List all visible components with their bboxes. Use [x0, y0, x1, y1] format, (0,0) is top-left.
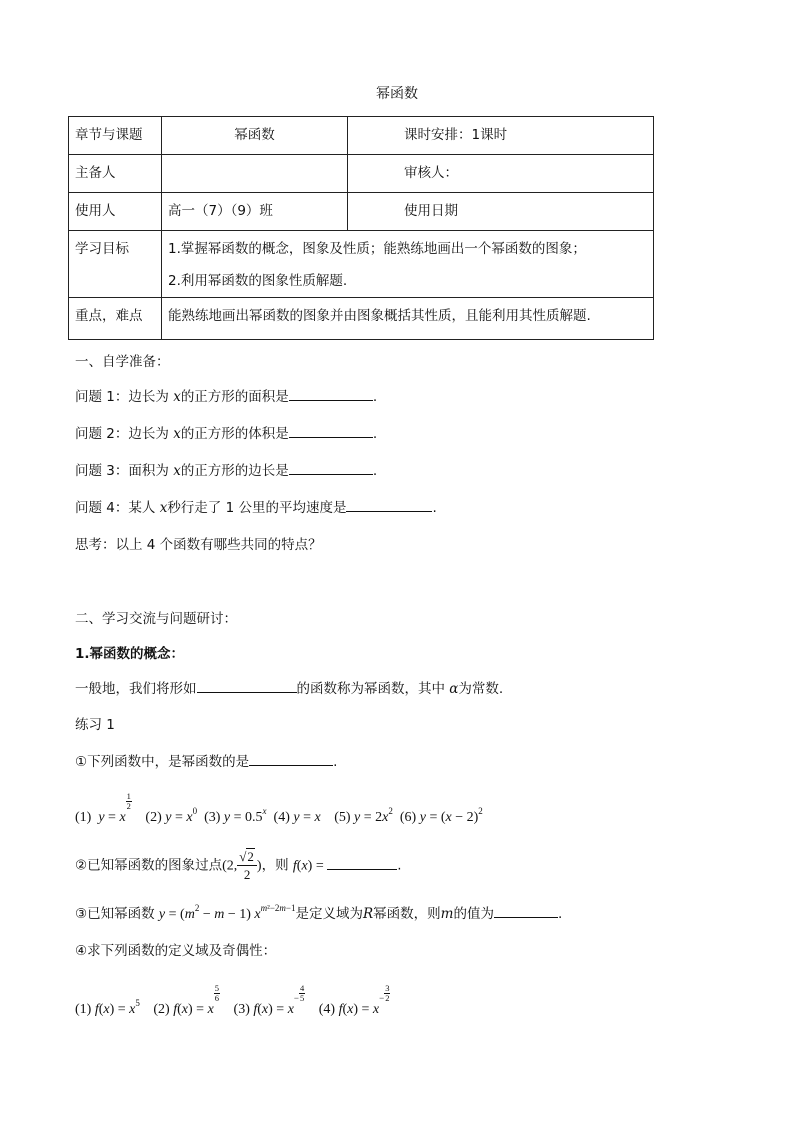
- ex3-post: 幂函数，则: [373, 906, 441, 922]
- ex2-pre: ②已知幂函数的图象过点: [75, 857, 223, 874]
- period: .: [372, 426, 378, 442]
- exercise-3: ③已知幂函数 $y = (m^2 - m - 1)$ $x^{m^2-2m-1}$是定义域为R幂函数，则m的值为 .: [75, 903, 563, 922]
- table-cell: [69, 193, 162, 231]
- page-title: 幂函数: [376, 86, 418, 102]
- answer-blank[interactable]: [249, 753, 333, 766]
- ex3-mid: 是定义域为: [295, 906, 363, 922]
- period: .: [432, 500, 437, 516]
- preparer-label: 主备人: [75, 165, 116, 181]
- q2-post: 的正方形的体积是: [180, 426, 289, 442]
- concept-end: 为常数.: [458, 681, 504, 697]
- table-row: [69, 155, 654, 193]
- section2-heading: 二、学习交流与问题研讨：: [75, 611, 237, 627]
- chapter-value: 幂函数: [234, 127, 275, 143]
- table-cell: [162, 298, 654, 340]
- key-value: 能熟练地画出幂函数的图象并由图象概括其性质，且能利用其性质解题.: [168, 308, 591, 324]
- exercise-1-options: (1) y = x $\frac{1}{2}$ (2) $y = x^0$ (3) $y = 0.5^x$ (4) y = x (5) $y = 2x^2$ (6) $y = (x - 2)^2$: [75, 791, 483, 825]
- user-value: 高一（7）（9）班: [168, 203, 273, 219]
- alpha-symbol: α: [449, 681, 459, 697]
- q1-pre: 问题 1：边长为: [75, 389, 169, 405]
- ex1-text: ①下列函数中，是幂函数的是: [75, 754, 250, 770]
- period: .: [333, 754, 338, 770]
- date-label: 使用日期: [404, 203, 458, 219]
- table-cell: [348, 155, 654, 193]
- table-cell: [69, 231, 162, 298]
- user-label: 使用人: [75, 203, 116, 219]
- q3-post: 的正方形的边长是: [180, 463, 289, 479]
- reviewer-label: 审核人：: [404, 165, 458, 181]
- table-cell: [162, 193, 348, 231]
- answer-blank[interactable]: [327, 857, 397, 870]
- var-x: x: [159, 500, 168, 516]
- question-2: [75, 422, 377, 442]
- answer-blank[interactable]: [346, 499, 432, 512]
- exercise-4: ④求下列函数的定义域及奇偶性：: [75, 943, 277, 959]
- ex3-pre: ③已知幂函数: [75, 906, 155, 922]
- q3-pre: 问题 3：面积为: [75, 463, 169, 479]
- concept-pre: 一般地，我们将形如: [75, 681, 197, 697]
- period: .: [372, 389, 378, 405]
- answer-blank[interactable]: [289, 388, 373, 401]
- table-cell: [69, 117, 162, 155]
- var-m: m: [440, 906, 454, 922]
- concept-heading: 1.幂函数的概念：: [75, 646, 185, 662]
- table-row: [69, 117, 654, 155]
- ex3-end: 的值为: [453, 906, 494, 922]
- exercise-1: [75, 750, 337, 770]
- period: .: [557, 906, 563, 922]
- table-cell: [348, 117, 654, 155]
- exercise-4-functions: (1) $f(x) = x^5$ (2) f(x) = x $\frac{5}{6}$ (3) f(x) = x− $\frac{4}{5}$ (4) f(x) = x− $\frac{3}{2}$: [75, 983, 390, 1017]
- table-cell: [69, 298, 162, 340]
- concept-definition: [75, 677, 503, 697]
- var-x: x: [173, 426, 181, 442]
- goal-label: 学习目标: [75, 241, 129, 257]
- q2-pre: 问题 2：边长为: [75, 426, 169, 442]
- practice-label: 练习 1: [75, 717, 115, 733]
- table-row: [69, 298, 654, 340]
- think-question: 思考：以上 4 个函数有哪些共同的特点？: [75, 537, 322, 553]
- answer-blank[interactable]: [197, 680, 297, 693]
- question-3: [75, 459, 377, 479]
- table-cell: [348, 193, 654, 231]
- table-cell: [162, 117, 348, 155]
- table-cell: [69, 155, 162, 193]
- goal-2: 2.利用幂函数的图象性质解题.: [168, 273, 348, 289]
- key-label: 重点，难点: [75, 308, 143, 324]
- period: .: [372, 463, 378, 479]
- question-4: [75, 496, 437, 516]
- section1-heading: 一、自学准备：: [75, 354, 170, 370]
- answer-blank[interactable]: [289, 462, 373, 475]
- chapter-label: 章节与课题: [75, 127, 143, 143]
- var-x: x: [173, 463, 181, 479]
- table-row: [69, 193, 654, 231]
- answer-blank[interactable]: [289, 425, 373, 438]
- schedule-text: 课时安排：1课时: [404, 127, 508, 143]
- q4-post: 秒行走了 1 公里的平均速度是: [167, 500, 347, 516]
- goal-1: 1.掌握幂函数的概念，图象及性质；能熟练地画出一个幂函数的图象；: [168, 241, 586, 257]
- ex2-mid: ，则: [261, 857, 289, 874]
- q1-post: 的正方形的面积是: [180, 389, 289, 405]
- concept-post: 的函数称为幂函数，其中: [296, 681, 445, 697]
- table-row: [69, 231, 654, 298]
- exercise-2: ②已知幂函数的图象过点(2, $\frac{√2}{2}$ )，则 f(x) = .: [75, 849, 402, 882]
- answer-blank[interactable]: [494, 905, 558, 918]
- table-cell: [162, 231, 654, 298]
- lesson-info-table: [68, 116, 654, 340]
- set-R: R: [362, 906, 374, 922]
- table-cell-empty: [162, 155, 348, 193]
- q4-pre: 问题 4：某人: [75, 500, 156, 516]
- var-x: x: [173, 389, 181, 405]
- question-1: [75, 385, 377, 405]
- period: .: [397, 857, 402, 874]
